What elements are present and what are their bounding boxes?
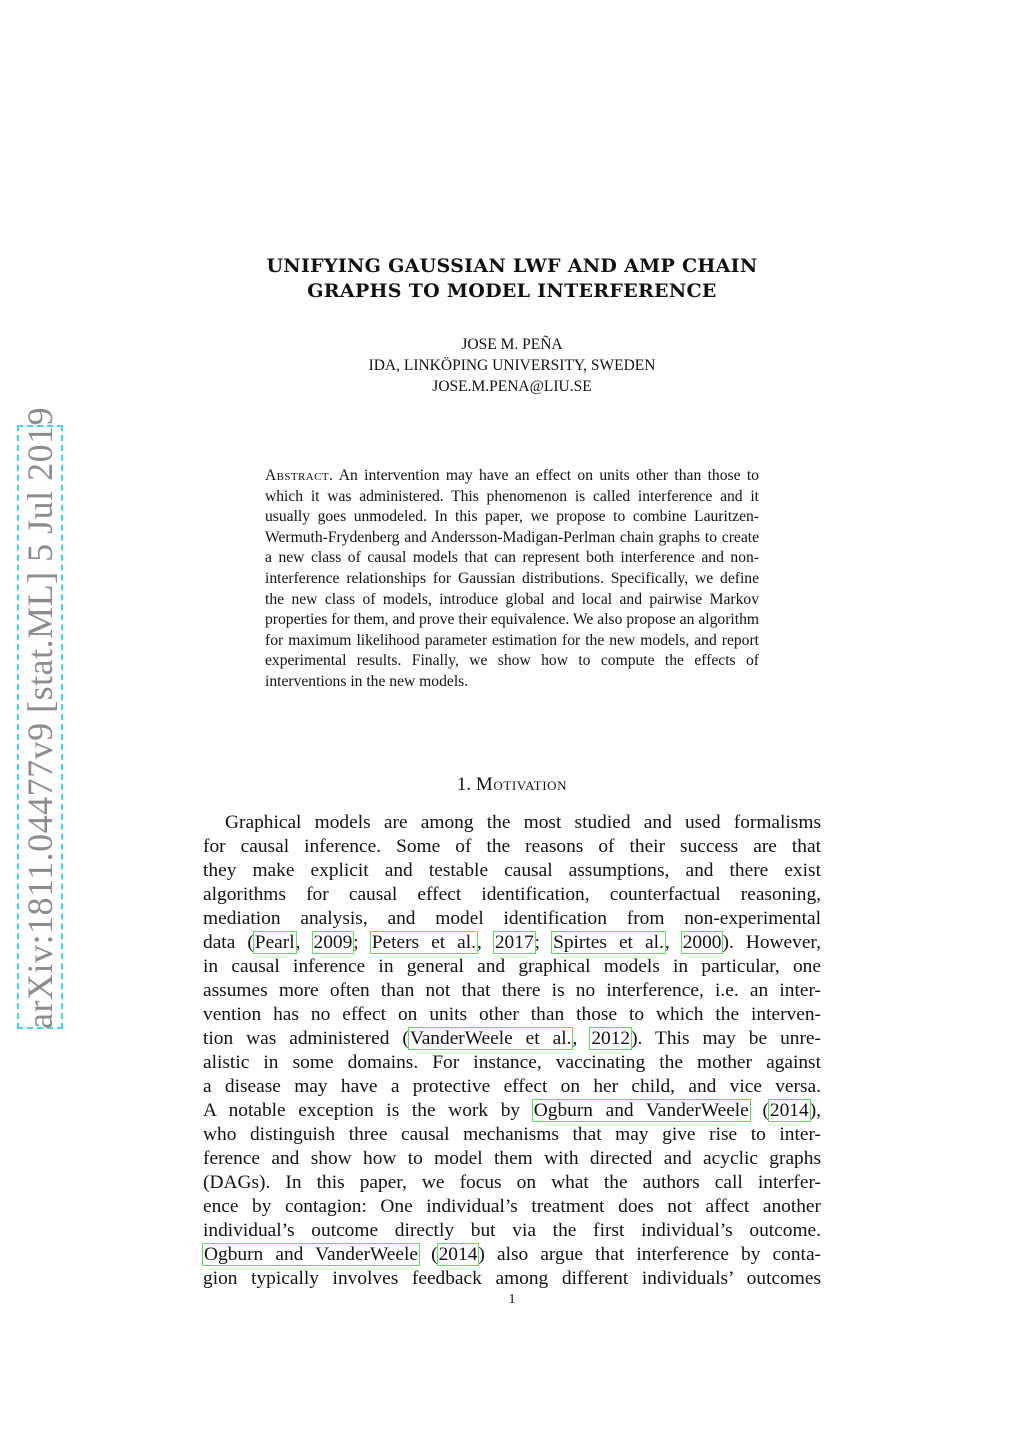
citation-link-ogburn[interactable]: Ogburn and VanderWeele — [204, 1244, 419, 1265]
author-block — [250, 334, 774, 397]
body-line: mediation analysis, and model identification from non-experimental — [203, 908, 821, 929]
text: , — [572, 1028, 591, 1049]
body-line: assumes more often than not that there is no interference, i.e. an inter- — [203, 980, 821, 1001]
body-line: ence by contagion: One individual’s treatment does not affect another — [203, 1196, 821, 1217]
body-line: algorithms for causal effect identification, counterfactual reasoning, — [203, 884, 821, 905]
text: ) also argue that interference by conta- — [478, 1244, 822, 1265]
page-number: 1 — [508, 1292, 516, 1307]
abstract — [265, 466, 759, 693]
section-title: Motivation — [475, 774, 568, 795]
citation-link-year[interactable]: 2012 — [591, 1028, 631, 1049]
author-affiliation: IDA, LINKÖPING UNIVERSITY, SWEDEN — [368, 357, 656, 374]
text: ; — [353, 932, 371, 953]
body-line: vention has no effect on units other than those to which the interven- — [203, 1004, 821, 1025]
body-line-citations — [203, 1027, 821, 1051]
text: data ( — [203, 932, 254, 953]
text: ), — [809, 1100, 821, 1121]
body-line-citations — [203, 1099, 821, 1123]
citation-link-peters[interactable]: Peters et al. — [371, 932, 476, 953]
citation-link-vanderweele[interactable]: VanderWeele et al. — [409, 1028, 572, 1049]
citation-link-ogburn[interactable]: Ogburn and VanderWeele — [533, 1100, 749, 1121]
body-line: gion typically involves feedback among different individuals’ outcomes — [203, 1268, 821, 1289]
body-line-citations — [203, 1243, 821, 1267]
body-text — [203, 811, 821, 1291]
citation-link-year[interactable]: 2017 — [494, 932, 534, 953]
citation-link-year[interactable]: 2014 — [438, 1244, 478, 1265]
text: ). This may be unre- — [631, 1028, 821, 1049]
body-line: ference and show how to model them with directed and acyclic graphs — [203, 1148, 821, 1169]
text: ; — [534, 932, 553, 953]
body-line: Graphical models are among the most studied and used formalisms — [225, 812, 821, 833]
text: ( — [419, 1244, 438, 1265]
title-line-2: GRAPHS TO MODEL INTERFERENCE — [307, 280, 717, 302]
author-email[interactable]: JOSE.M.PENA@LIU.SE — [432, 378, 592, 395]
citation-link-year[interactable]: 2009 — [313, 932, 353, 953]
title-line-1: UNIFYING GAUSSIAN LWF AND AMP CHAIN — [266, 255, 758, 277]
body-line: they make explicit and testable causal assumptions, and there exist — [203, 860, 821, 881]
author-name: JOSE M. PEÑA — [461, 336, 563, 353]
body-line: alistic in some domains. For instance, vaccinating the mother against — [203, 1052, 821, 1073]
text: tion was administered ( — [203, 1028, 409, 1049]
text: A notable exception is the work by — [203, 1100, 533, 1121]
body-line: in causal inference in general and graphical models in particular, one — [203, 956, 821, 977]
text: , — [664, 932, 682, 953]
text: ). However, — [722, 932, 821, 953]
abstract-label: Abstract. — [265, 467, 334, 484]
body-line: for causal inference. Some of the reasons of their success are that — [203, 836, 821, 857]
citation-link-year[interactable]: 2000 — [682, 932, 722, 953]
text: , — [476, 932, 494, 953]
citation-link-pearl[interactable]: Pearl — [254, 932, 295, 953]
citation-link-year[interactable]: 2014 — [769, 1100, 809, 1121]
arxiv-stamp[interactable]: arXiv:1811.04477v9 [stat.ML] 5 Jul 2019 — [20, 406, 60, 1029]
body-line-citations — [203, 931, 821, 955]
abstract-text: An intervention may have an effect on units other than those to which it was administered. This phenomenon is called interference and it usually goes unmodeled. In this paper, we propose to combine Lauritzen-Wermuth-Frydenberg and Andersson-Madigan-Perlman chain graphs to create a new class of causal models that can represent both interference and non-interference relationships for Gaussian distributions. Specifically, we define the new class of models, introduce global and local and pairwise Markov properties for them, and prove their equivalence. We also propose an algorithm for maximum likelihood parameter estimation for the new models, and report experimental results. Finally, we show how to compute the effects of interventions in the new models. — [265, 467, 759, 690]
paper-title — [200, 254, 824, 304]
body-line: who distinguish three causal mechanisms that may give rise to inter- — [203, 1124, 821, 1145]
body-line: a disease may have a protective effect on her child, and vice versa. — [203, 1076, 821, 1097]
section-number: 1. — [456, 774, 472, 795]
body-line: individual’s outcome directly but via the first individual’s outcome. — [203, 1220, 821, 1241]
text: , — [295, 932, 313, 953]
citation-link-spirtes[interactable]: Spirtes et al. — [553, 932, 664, 953]
text: ( — [749, 1100, 769, 1121]
body-line: (DAGs). In this paper, we focus on what the authors call interfer- — [203, 1172, 821, 1193]
section-heading — [200, 774, 824, 796]
